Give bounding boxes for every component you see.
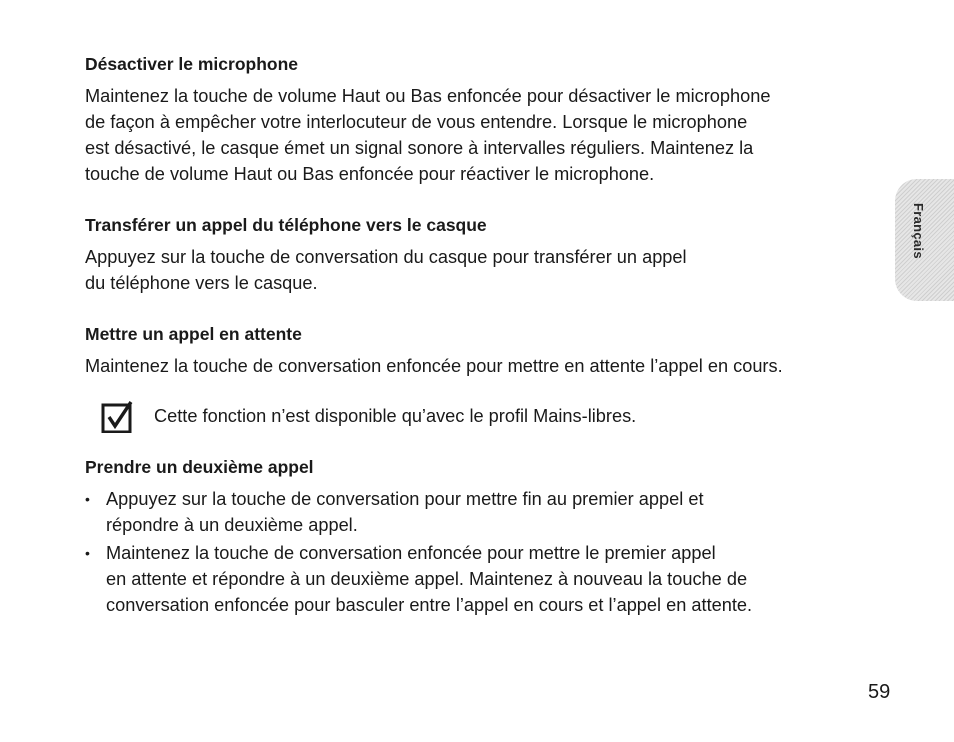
section-paragraph: [85, 244, 875, 296]
section-heading: Transférer un appel du téléphone vers le casque: [85, 215, 487, 235]
bullet-marker: •: [85, 491, 90, 507]
paragraph-line: Maintenez la touche de conversation enfoncée pour mettre en attente l’appel en cours.: [85, 356, 783, 376]
bullet-line: en attente et répondre à un deuxième appel. Maintenez à nouveau la touche de: [106, 569, 748, 589]
bullet-marker: •: [85, 545, 90, 561]
section-heading: Prendre un deuxième appel: [85, 457, 314, 477]
section-transfer-call: [85, 213, 875, 296]
note-box: [85, 399, 875, 439]
paragraph-line: touche de volume Haut ou Bas enfoncée pour réactiver le microphone.: [85, 164, 655, 184]
checkmark-box-icon: [101, 401, 133, 433]
language-tab-label: Français: [911, 203, 926, 259]
bullet-item: [85, 486, 875, 538]
section-second-call: [85, 455, 875, 618]
bullet-line: conversation enfoncée pour basculer entre l’appel en cours et l’appel en attente.: [106, 595, 753, 615]
language-side-tab: [895, 179, 954, 301]
paragraph-line: du téléphone vers le casque.: [85, 273, 318, 293]
section-paragraph: [85, 83, 875, 187]
section-hold-call: [85, 322, 875, 379]
section-heading: Désactiver le microphone: [85, 54, 298, 74]
note-text: Cette fonction n’est disponible qu’avec le profil Mains-libres.: [154, 406, 637, 426]
bullet-line: répondre à un deuxième appel.: [106, 515, 358, 535]
paragraph-line: est désactivé, le casque émet un signal sonore à intervalles réguliers. Maintenez la: [85, 138, 754, 158]
page-content: [85, 52, 875, 644]
paragraph-line: de façon à empêcher votre interlocuteur de vous entendre. Lorsque le microphone: [85, 112, 748, 132]
section-heading: Mettre un appel en attente: [85, 324, 302, 344]
page-number: 59: [868, 681, 891, 703]
bullet-item: [85, 540, 875, 618]
section-paragraph: [85, 353, 875, 379]
bullet-line: Appuyez sur la touche de conversation pour mettre fin au premier appel et: [106, 489, 704, 509]
section-mute-microphone: [85, 52, 875, 187]
paragraph-line: Appuyez sur la touche de conversation du casque pour transférer un appel: [85, 247, 687, 267]
bullet-list: [85, 486, 875, 618]
paragraph-line: Maintenez la touche de volume Haut ou Bas enfoncée pour désactiver le microphone: [85, 86, 771, 106]
bullet-line: Maintenez la touche de conversation enfoncée pour mettre le premier appel: [106, 543, 716, 563]
